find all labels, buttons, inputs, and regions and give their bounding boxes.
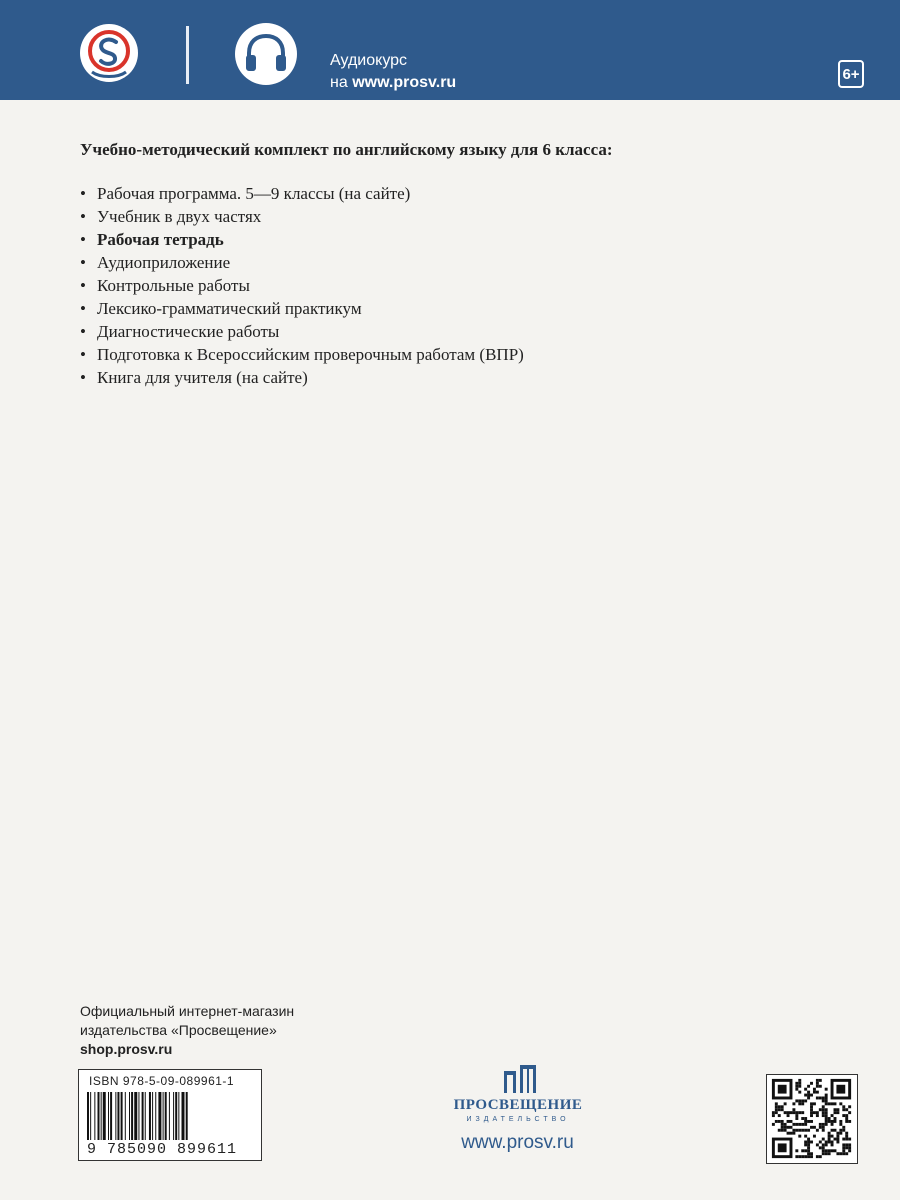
shop-line1: Официальный интернет-магазин <box>80 1003 295 1019</box>
bullet: • <box>80 345 86 364</box>
bullet: • <box>80 253 86 272</box>
kit-list <box>80 182 524 389</box>
audio-course-text <box>330 50 456 94</box>
publisher-name: ПРОСВЕЩЕНИЕ <box>453 1097 583 1113</box>
list-item-text: Рабочая тетрадь <box>97 230 224 249</box>
audio-line2 <box>330 72 456 94</box>
barcode-icon <box>85 1092 255 1144</box>
list-item <box>80 251 524 274</box>
list-item-text: Подготовка к Всероссийским проверочным работам (ВПР) <box>97 345 524 364</box>
list-item <box>80 343 524 366</box>
list-item <box>80 182 524 205</box>
shop-url-link[interactable]: shop.prosv.ru <box>80 1041 173 1057</box>
isbn-barcode-box <box>78 1069 262 1161</box>
isbn-label: ISBN 978-5-09-089961-1 <box>89 1074 235 1088</box>
kit-title: Учебно-методический комплект по английскому языку для 6 класса: <box>80 140 613 159</box>
bullet: • <box>80 207 86 226</box>
list-item-text: Диагностические работы <box>97 322 280 341</box>
list-item <box>80 297 524 320</box>
list-item-text: Контрольные работы <box>97 276 250 295</box>
list-item-text: Книга для учителя (на сайте) <box>97 368 308 387</box>
qr-code-icon[interactable] <box>766 1074 858 1164</box>
bullet: • <box>80 299 86 318</box>
isbn-digits: 9 785090 899611 <box>87 1141 238 1158</box>
s-logo-icon <box>78 22 140 84</box>
publisher-logo-icon <box>490 1063 550 1095</box>
header-bar <box>0 0 900 100</box>
headphones-icon <box>234 22 298 86</box>
list-item-text: Аудиоприложение <box>97 253 231 272</box>
bullet: • <box>80 322 86 341</box>
publisher-url-link[interactable]: www.prosv.ru <box>461 1132 574 1153</box>
list-item-text: Рабочая программа. 5—9 классы (на сайте) <box>97 184 411 203</box>
audio-url-link[interactable]: www.prosv.ru <box>352 74 457 91</box>
list-item <box>80 366 524 389</box>
list-item-text: Учебник в двух частях <box>97 207 262 226</box>
shop-info <box>80 1002 294 1059</box>
list-item <box>80 320 524 343</box>
list-item <box>80 274 524 297</box>
bullet: • <box>80 230 86 249</box>
header-divider <box>186 26 189 84</box>
list-item <box>80 228 524 251</box>
list-item-text: Лексико-грамматический практикум <box>97 299 362 318</box>
age-rating-badge: 6+ <box>838 60 864 88</box>
audio-prefix: на <box>330 74 353 91</box>
bullet: • <box>80 184 86 203</box>
shop-line2: издательства «Просвещение» <box>80 1022 277 1038</box>
bullet: • <box>80 276 86 295</box>
list-item <box>80 205 524 228</box>
audio-line1: Аудиокурс <box>330 52 408 69</box>
publisher-subtitle: ИЗДАТЕЛЬСТВО <box>466 1116 570 1123</box>
bullet: • <box>80 368 86 387</box>
